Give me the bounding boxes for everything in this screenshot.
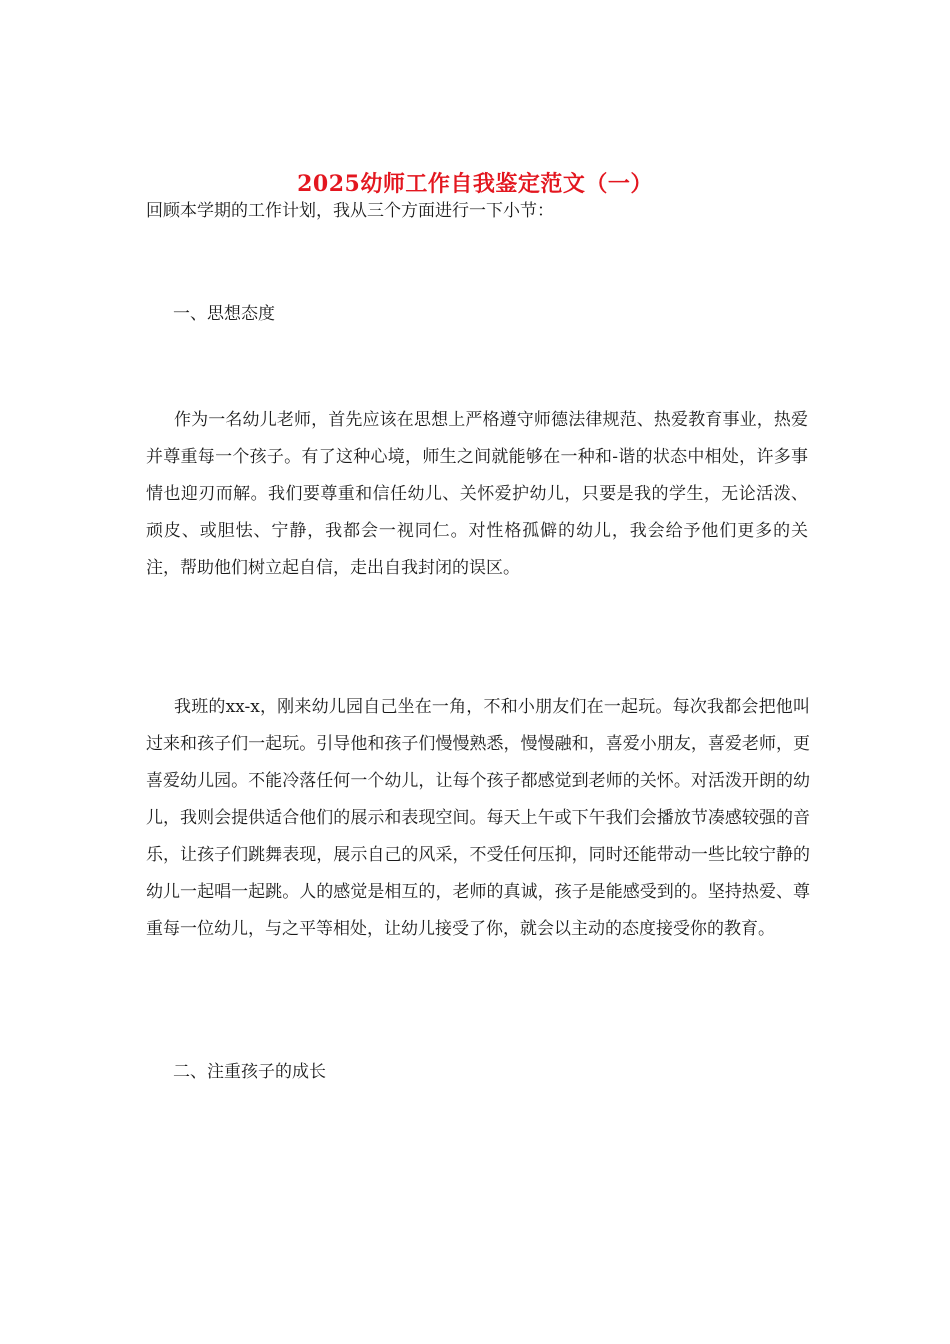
section-heading-2: 二、注重孩子的成长 [173, 1062, 326, 1082]
intro-text: 回顾本学期的工作计划，我从三个方面进行一下小节： [146, 201, 554, 221]
paragraph-2: 我班的xx-x，刚来幼儿园自己坐在一角，不和小朋友们在一起玩。每次我都会把他叫过来和孩子们一起玩。引导他和孩子们慢慢熟悉，慢慢融和，喜爱小朋友，喜爱老师，更喜爱幼儿园。不能冷落任何一个幼儿，让每个孩子都感觉到老师的关怀。对活泼开朗的幼儿，我则会提供适合他们的展示和表现空间。每天上午或下午我们会播放节凑感较强的音乐，让孩子们跳舞表现，展示自己的风采，不受任何压抑，同时还能带动一些比较宁静的幼儿一起唱一起跳。人的感觉是相互的，老师的真诚，孩子是能感受到的。坚持热爱、尊重每一位幼儿，与之平等相处，让幼儿接受了你，就会以主动的态度接受你的教育。 [146, 697, 810, 939]
document-title: 2025幼师工作自我鉴定范文（一） [297, 170, 653, 197]
paragraph-1: 作为一名幼儿老师，首先应该在思想上严格遵守师德法律规范、热爱教育事业，热爱并尊重每一个孩子。有了这种心境，师生之间就能够在一种和-谐的状态中相处，许多事情也迎刃而解。我们要尊重和信任幼儿、关怀爱护幼儿，只要是我的学生，无论活泼、顽皮、或胆怯、宁静，我都会一视同仁。对性格孤僻的幼儿，我会给予他们更多的关注，帮助他们树立起自信，走出自我封闭的误区。 [146, 410, 808, 578]
section-heading-1: 一、思想态度 [173, 304, 275, 324]
